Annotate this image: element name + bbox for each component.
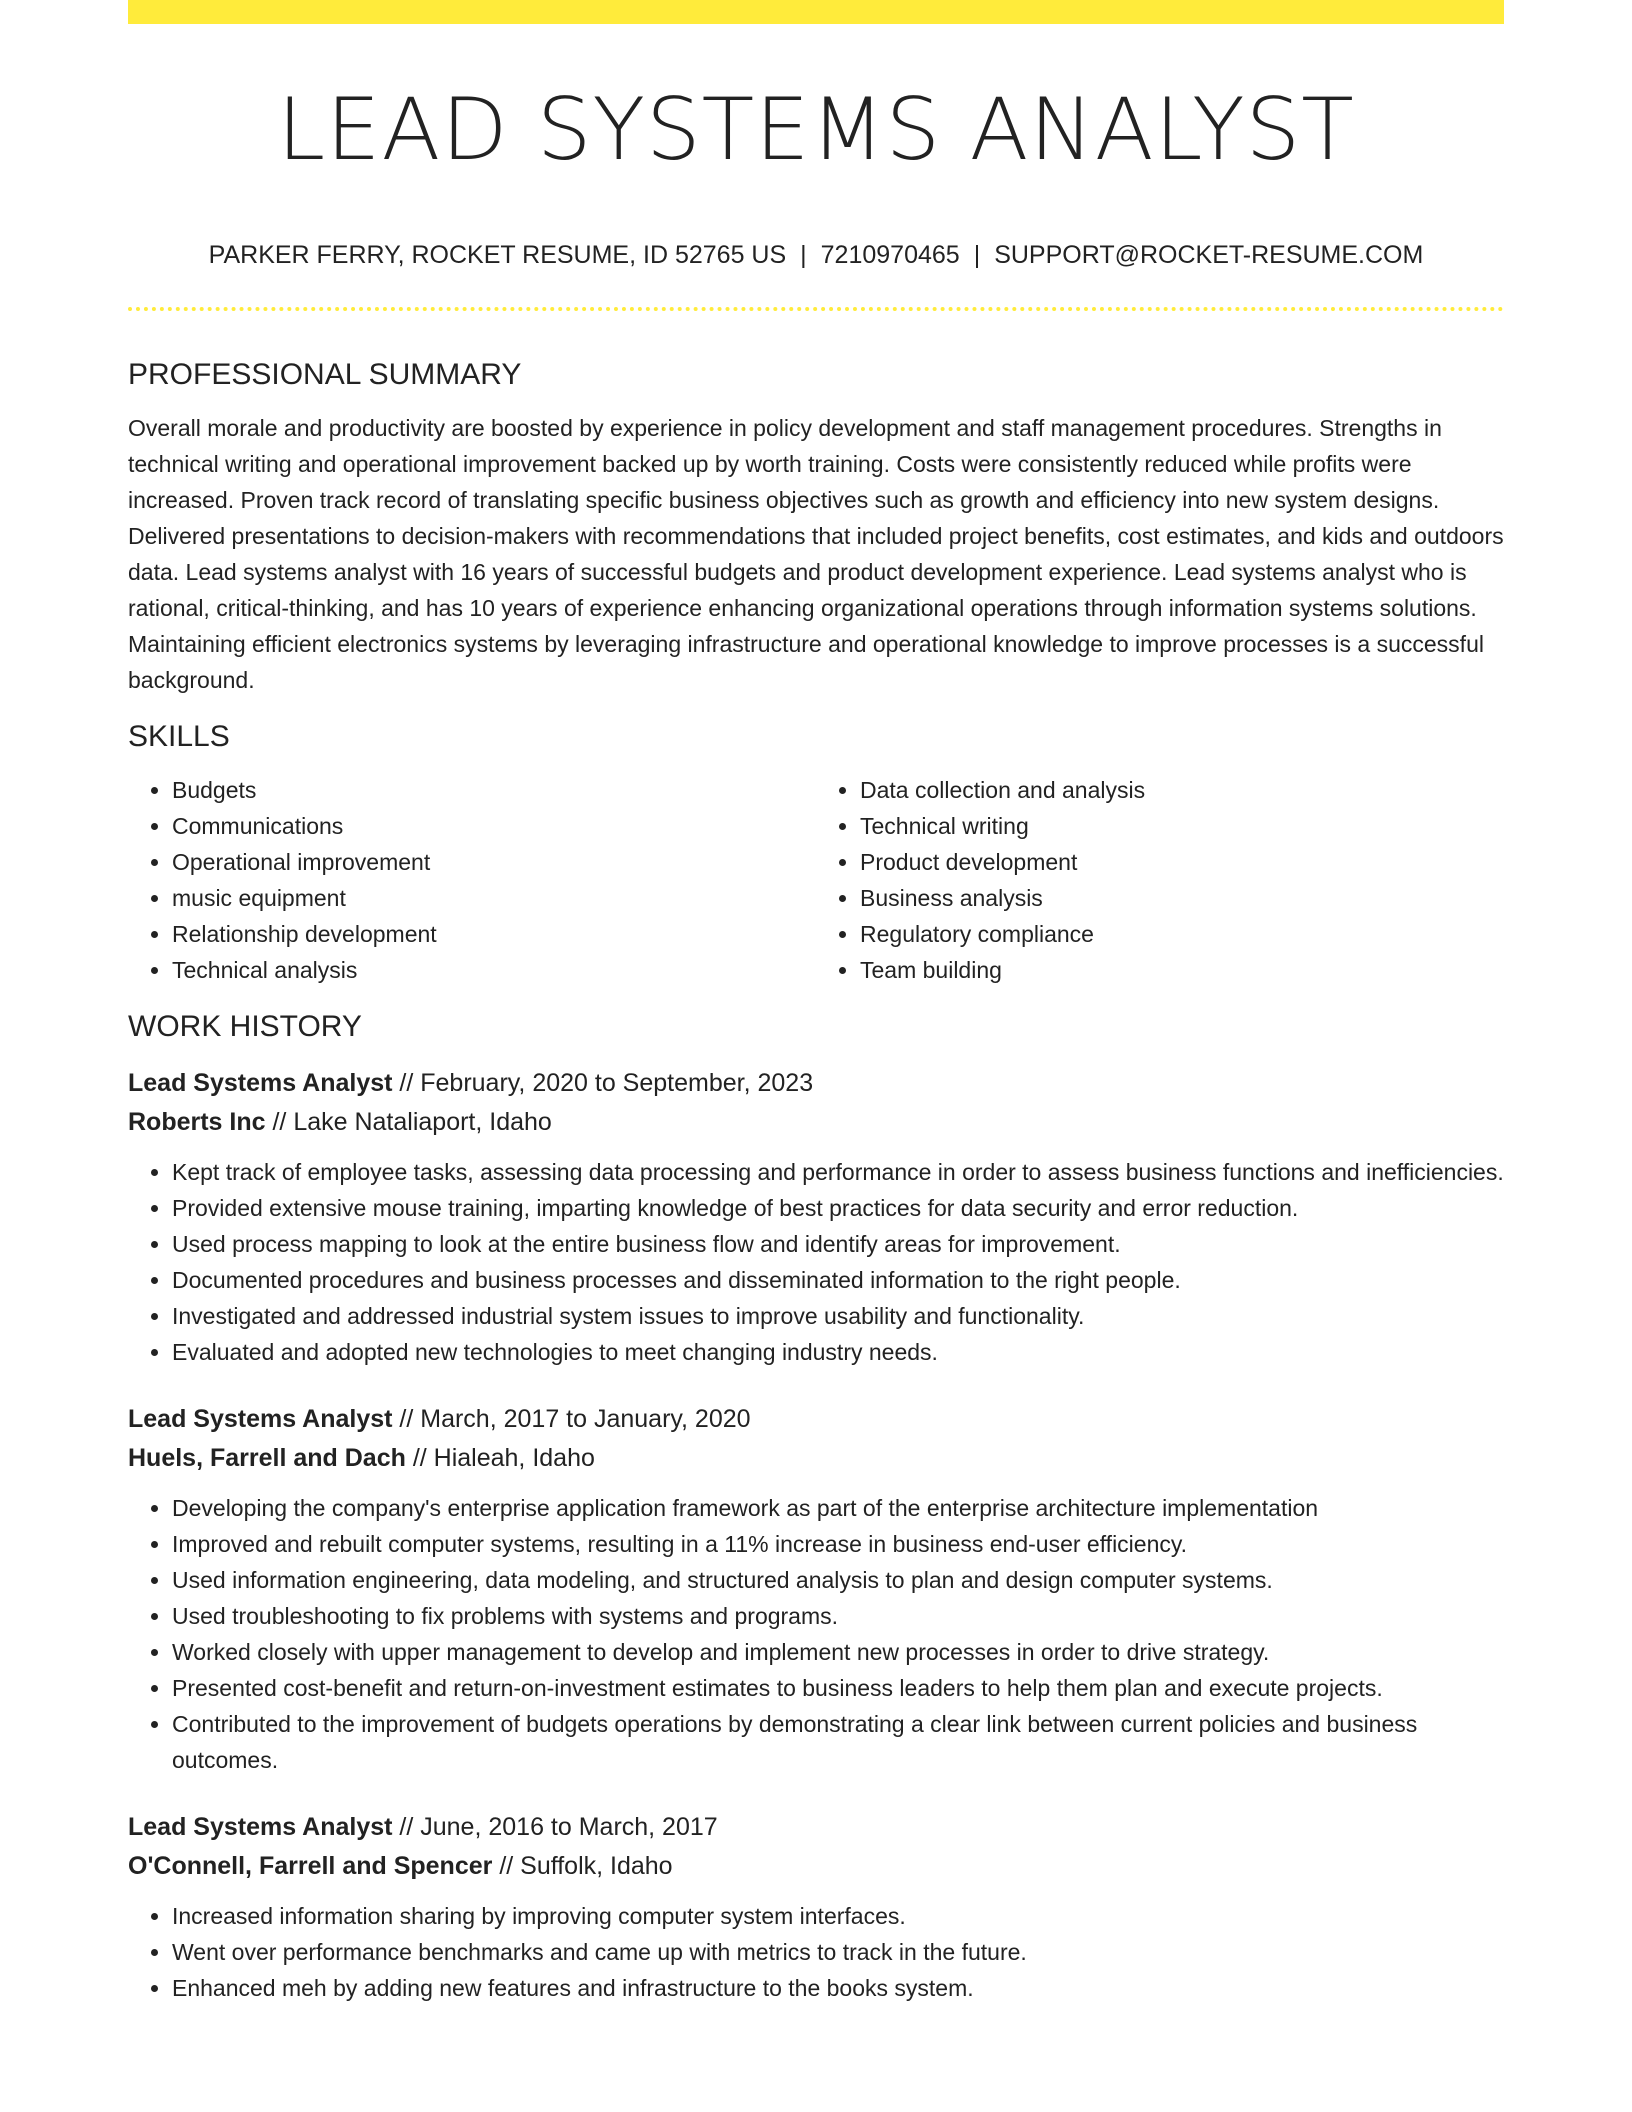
job-entry: [128, 1808, 1504, 2006]
skill-item: • music equipment: [172, 880, 816, 916]
job-bullet: • Kept track of employee tasks, assessing data processing and performance in order to assess business functions and inefficiencies.: [172, 1154, 1504, 1190]
job-bullet: • Developing the company's enterprise application framework as part of the enterprise architecture implementation: [172, 1490, 1504, 1526]
job-role: Lead Systems Analyst: [128, 1069, 393, 1097]
contact-email: SUPPORT@ROCKET-RESUME.COM: [994, 241, 1424, 269]
job-bullet: • Used information engineering, data modeling, and structured analysis to plan and design computer systems.: [172, 1562, 1504, 1598]
job-title-line: [128, 1400, 1504, 1439]
skills-section: [128, 714, 1504, 988]
summary-heading: PROFESSIONAL SUMMARY: [128, 358, 522, 391]
work-history-section: [128, 1004, 1504, 2006]
skill-item: • Relationship development: [172, 916, 816, 952]
job-role: Lead Systems Analyst: [128, 1813, 393, 1841]
resume-title: LEAD SYSTEMS ANALYST: [277, 80, 1355, 180]
skills-list-left: [128, 772, 816, 988]
contact-separator: |: [800, 241, 807, 269]
summary-text: Overall morale and productivity are boosted by experience in policy development and staff management procedures. Strengths in technical writing and operational improvement backed up by worth training. Costs were consistently reduced while profits were increased. Proven track record of translating specific business objectives such as growth and efficiency into new system designs. Delivered presentations to decision-makers with recommendations that included project benefits, cost estimates, and kids and outdoors data. Lead systems analyst with 16 years of successful budgets and product development experience. Lead systems analyst who is rational, critical-thinking, and has 10 years of experience enhancing organizational operations through information systems solutions. Maintaining efficient electronics systems by leveraging infrastructure and operational knowledge to improve processes is a successful background.: [128, 415, 1504, 693]
job-bullet: • Evaluated and adopted new technologies to meet changing industry needs.: [172, 1334, 1504, 1370]
job-bullet: • Improved and rebuilt computer systems, resulting in a 11% increase in business end-user efficiency.: [172, 1526, 1504, 1562]
job-title-line: [128, 1808, 1504, 1847]
summary-section: [128, 352, 1504, 698]
dotted-divider: [128, 307, 1504, 311]
job-bullets: [128, 1490, 1504, 1778]
job-entry: [128, 1400, 1504, 1778]
contact-separator: |: [973, 241, 981, 269]
skill-item: • Data collection and analysis: [860, 772, 1504, 808]
accent-bar: [128, 0, 1504, 24]
contact-line: [128, 237, 1504, 273]
skill-item: • Technical analysis: [172, 952, 816, 988]
job-company-line: [128, 1439, 1504, 1478]
contact-address: PARKER FERRY, ROCKET RESUME, ID 52765 US: [208, 241, 787, 269]
job-location: // Suffolk, Idaho: [492, 1852, 673, 1880]
job-location: // Lake Nataliaport, Idaho: [265, 1108, 552, 1136]
job-title-line: [128, 1064, 1504, 1103]
job-bullet: • Contributed to the improvement of budgets operations by demonstrating a clear link between current policies and business outcomes.: [172, 1706, 1504, 1778]
job-bullet: • Provided extensive mouse training, imparting knowledge of best practices for data security and error reduction.: [172, 1190, 1504, 1226]
job-company-line: [128, 1103, 1504, 1142]
job-company: Huels, Farrell and Dach: [128, 1444, 406, 1472]
job-location: // Hialeah, Idaho: [405, 1444, 595, 1472]
work-history-heading: WORK HISTORY: [128, 1010, 362, 1043]
skill-item: • Technical writing: [860, 808, 1504, 844]
skill-item: • Communications: [172, 808, 816, 844]
job-bullets: [128, 1154, 1504, 1370]
job-bullet: • Enhanced meh by adding new features and infrastructure to the books system.: [172, 1970, 1504, 2006]
job-company: O'Connell, Farrell and Spencer: [128, 1852, 493, 1880]
job-bullet: • Investigated and addressed industrial system issues to improve usability and functionality.: [172, 1298, 1504, 1334]
skills-heading: SKILLS: [128, 720, 230, 753]
job-bullet: • Used troubleshooting to fix problems with systems and programs.: [172, 1598, 1504, 1634]
skill-item: • Business analysis: [860, 880, 1504, 916]
job-bullet: • Increased information sharing by improving computer system interfaces.: [172, 1898, 1504, 1934]
job-bullet: • Went over performance benchmarks and came up with metrics to track in the future.: [172, 1934, 1504, 1970]
resume-content: [128, 352, 1504, 2006]
skill-item: • Budgets: [172, 772, 816, 808]
job-company: Roberts Inc: [128, 1108, 266, 1136]
job-company-line: [128, 1847, 1504, 1886]
skill-item: • Regulatory compliance: [860, 916, 1504, 952]
skill-item: • Operational improvement: [172, 844, 816, 880]
job-dates: // March, 2017 to January, 2020: [392, 1405, 751, 1433]
job-bullet: • Documented procedures and business processes and disseminated information to the right people.: [172, 1262, 1504, 1298]
job-bullet: • Presented cost-benefit and return-on-investment estimates to business leaders to help them plan and execute projects.: [172, 1670, 1504, 1706]
job-bullet: • Used process mapping to look at the entire business flow and identify areas for improvement.: [172, 1226, 1504, 1262]
skills-columns: [128, 772, 1504, 988]
skill-item: • Product development: [860, 844, 1504, 880]
skills-list-right: [816, 772, 1504, 988]
job-dates: // June, 2016 to March, 2017: [392, 1813, 718, 1841]
contact-phone: 7210970465: [820, 241, 960, 269]
job-dates: // February, 2020 to September, 2023: [392, 1069, 814, 1097]
job-bullets: [128, 1898, 1504, 2006]
job-entry: [128, 1064, 1504, 1370]
job-bullet: • Worked closely with upper management to develop and implement new processes in order to drive strategy.: [172, 1634, 1504, 1670]
job-role: Lead Systems Analyst: [128, 1405, 393, 1433]
skill-item: • Team building: [860, 952, 1504, 988]
